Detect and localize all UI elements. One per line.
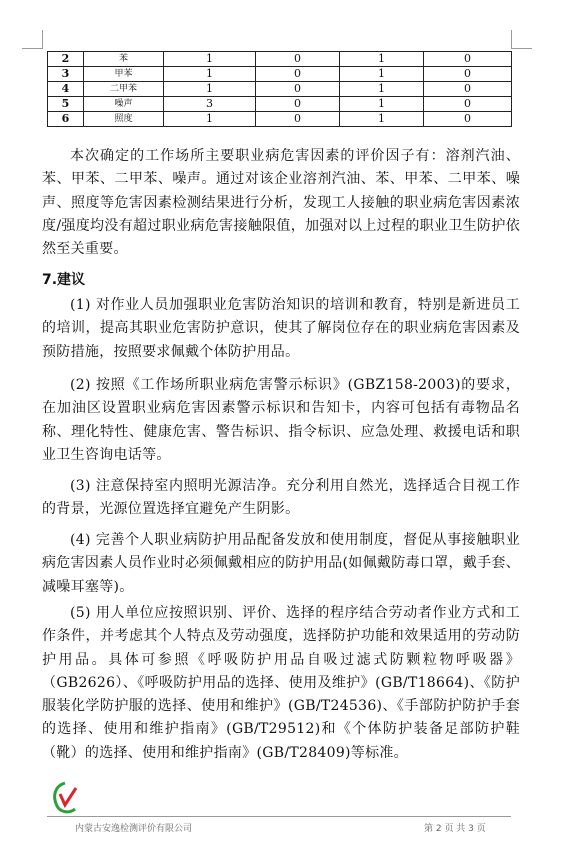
table-cell-d: 0: [424, 52, 512, 67]
table-cell-d: 0: [424, 112, 512, 127]
conclusion-paragraph: 本次确定的工作场所主要职业病危害因素的评价因子有：溶剂汽油、苯、甲苯、二甲苯、噪声。通过对该企业溶剂汽油、苯、甲苯、二甲苯、噪声、照度等危害因素检测结果进行分析，发现工人接触的职业病危害因素浓度/强度均没有超过职业病危害接触限值，加强对以上过程的职业卫生防护依然至关重要。: [42, 148, 520, 258]
table-cell-c: 1: [340, 52, 424, 67]
table-cell-no: 5: [48, 97, 84, 112]
company-logo-icon: [49, 780, 81, 816]
table-cell-a: 1: [164, 82, 256, 97]
recommendation-item-1: (1) 对作业人员加强职业危害防治知识的培训和教育，特别是新进员工的培训，提高其职业危害防护意识，使其了解岗位存在的职业病危害因素及预防措施，按照要求佩戴个体防护用品。: [42, 297, 520, 360]
table-cell-name: 苯: [84, 52, 164, 67]
table-cell-b: 0: [256, 67, 340, 82]
crop-mark-top-right: [511, 30, 532, 49]
table-cell-c: 1: [340, 97, 424, 112]
footer-page-number: 第 2 页 共 3 页: [424, 824, 486, 834]
table-cell-a: 3: [164, 97, 256, 112]
table-cell-c: 1: [340, 82, 424, 97]
recommendation-item-2: (2) 按照《工作场所职业病危害警示标识》(GBZ158-2003)的要求，在加油区设置职业病危害因素警示标识和告知卡，内容可包括有毒物品名称、理化特性、健康危害、警告标识、指令标识、应急处理、救援电话和职业卫生咨询电话等。: [42, 377, 520, 463]
crop-mark-top-left: [22, 30, 43, 49]
table-cell-a: 1: [164, 52, 256, 67]
table-cell-no: 6: [48, 112, 84, 127]
section-title: 7.建议: [42, 272, 86, 288]
table-cell-no: 3: [48, 67, 84, 82]
table-row: [48, 97, 512, 112]
footer-company: 内蒙古安逸检测评价有限公司: [75, 824, 193, 834]
table-cell-c: 1: [340, 67, 424, 82]
table-cell-d: 0: [424, 97, 512, 112]
table-cell-name: 甲苯: [84, 67, 164, 82]
table-row: [48, 82, 512, 97]
table-cell-c: 1: [340, 112, 424, 127]
table-cell-name: 照度: [84, 112, 164, 127]
table-cell-a: 1: [164, 112, 256, 127]
evaluation-table: [47, 51, 512, 127]
table-cell-b: 0: [256, 97, 340, 112]
table-cell-b: 0: [256, 82, 340, 97]
recommendation-item-3: (3) 注意保持室内照明光源洁净。充分利用自然光，选择适合目视工作的背景，光源位置选择宜避免产生阴影。: [42, 478, 520, 518]
table-cell-b: 0: [256, 112, 340, 127]
table-cell-name: 噪声: [84, 97, 164, 112]
recommendation-item-5: (5) 用人单位应按照识别、评价、选择的程序结合劳动者作业方式和工作条件，并考虑其个人特点及劳动强度，选择防护功能和效果适用的劳动防护用品。具体可参照《呼吸防护用品自吸过滤式防颗粒物呼吸器》（GB2626）、《呼吸防护用品的选择、使用及维护》(GB/T18664)、《防护服装化学防护服的选择、使用和维护》(GB/T24536)、《手部防护防护手套的选择、使用和维护指南》(GB/T29512)和《个体防护装备足部防护鞋（靴）的选择、使用和维护指南》(GB/T28409)等标准。: [42, 605, 520, 761]
table-row: [48, 112, 512, 127]
table-cell-no: 2: [48, 52, 84, 67]
table-cell-a: 1: [164, 67, 256, 82]
table-row: [48, 52, 512, 67]
table-cell-no: 4: [48, 82, 84, 97]
table-row: [48, 67, 512, 82]
table-cell-b: 0: [256, 52, 340, 67]
table-cell-d: 0: [424, 82, 512, 97]
table-cell-name: 二甲苯: [84, 82, 164, 97]
recommendation-item-4: (4) 完善个人职业病防护用品配备发放和使用制度，督促从事接触职业病危害因素人员作业时必须佩戴相应的防护用品(如佩戴防毒口罩，戴手套、减噪耳塞等)。: [42, 532, 520, 595]
footer-divider: [47, 816, 511, 817]
table-cell-d: 0: [424, 67, 512, 82]
